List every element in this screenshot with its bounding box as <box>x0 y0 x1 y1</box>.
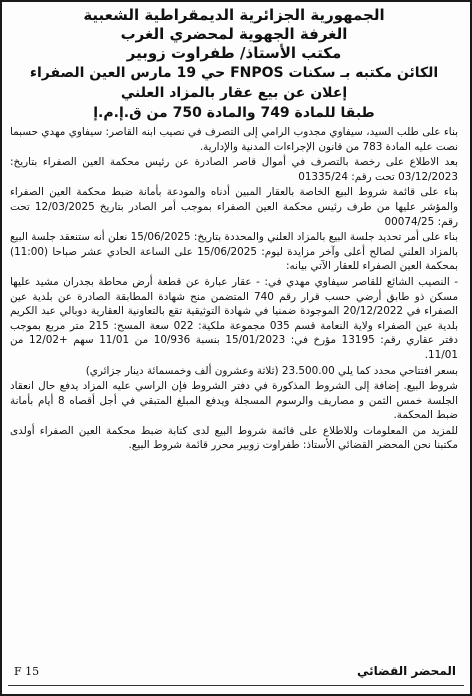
paragraph-property-description: - النصيب الشائع للقاصر سيفاوي مهدي في: - عقار عبارة عن قطعة أرض محاطة بجدران مشيد عليها مسكن ذو طابق أرضي حسب قرار رقم 740 المتضمن منح شهادة المطابقة الصادرة عن بلدية عين الصفراء في 20/12/2022 الموجودة ضمنيا في شهادة التوثيقية تقع بالتعاونية العقارية دوبالي عبد الكريم بلدية عين الصفراء ولاية النعامة قسم 035 مجموعة ملكية: 022 سعة المسح: 215 متر مربع بموجب دفتر عقاري رقم: 13195 مؤرخ في: 15/01/2023 بنسبة 10/936 من 11/01 سهم +12/02 من 11/01. <box>10 275 459 361</box>
footer-divider <box>8 685 464 686</box>
paragraph-request: بناء على طلب السيد، سيفاوي مجدوب الرامي إلى التصرف في نصيب ابنه القاصر: سيفاوي مهدي حسبما نصت عليه المادة 783 من قانون الإجراءات المدنية والإدارية. <box>10 126 458 153</box>
header-line-chamber: الغرفة الجهوية لمحضري الغرب <box>120 25 348 43</box>
paragraph-more-info: للمزيد من المعلومات وللاطلاع على قائمة شروط البيع لدى كتابة ضبط محكمة العين الصفراء أولدى مكتبنا نحن المحضر القضائي الأستاذ: طفراوت زوبير محرر قائمة شروط البيع. <box>10 424 458 452</box>
paragraph-authorization: بعد الاطلاع على رخصة بالتصرف في أموال قاصر الصادرة عن رئيس محكمة العين الصفراء بتاريخ: 03/12/2023 تحت رقم: 01335/24 <box>10 156 458 183</box>
paragraph-opening-price: بسعر افتتاحي محدد كما يلي 23.500.00 (ثلاثة وعشرون ألف وخمسمائة دينار جزائري) <box>85 364 458 377</box>
header-line-articles: طبقا للمادة 749 والمادة 750 من ق.إ.م.إ <box>93 105 375 121</box>
bailiff-signature: المحضر القضائي <box>356 664 456 678</box>
notice-body <box>10 125 458 453</box>
header-line-address: الكائن مكتبه بـ سكنات FNPOS حي 19 مارس العين الصفراء <box>29 65 439 81</box>
header-line-republic: الجمهورية الجزائرية الديمقراطية الشعبية <box>83 6 385 24</box>
paragraph-sale-terms: شروط البيع. إضافة إلى الشروط المذكورة في دفتر الشروط فإن الراسي عليه المزاد يدفع حال انعقاد الجلسة خمس الثمن و مصاريف والرسوم المسجلة ويدفع المبلغ المتبقي في أجل أقصاه 8 أيام بأمانة ضبط المحكمة. <box>10 380 458 422</box>
paragraph-session-date: بناء على أمر تحديد جلسة البيع بالمزاد العلني والمحددة بتاريخ: 15/06/2025 نعلن أنه ستنعقد جلسة البيع بالمزاد العلني لصالح أعلى وآخر مزايدة ليوم: 15/06/2025 على الساعة الحادي عشر صباحا (11:00) بمحكمة العين الصفراء للعقار الآتي بيانه: <box>10 231 458 273</box>
paragraph-conditions-list: بناء على قائمة شروط البيع الخاصة بالعقار المبين أدناه والمودعة بأمانة ضبط محكمة العين الصفراء والمؤشر عليها من طرف رئيس محكمة العين الصفراء بموجب أمر الصادر بتاريخ 12/03/2025 تحت رقم: 00074/25 <box>10 186 458 228</box>
header-line-announcement: إعلان عن بيع عقار بالمزاد العلني <box>120 85 348 101</box>
header-line-office: مكتب الأستاذ/ طفراوت زوبير <box>126 44 342 62</box>
reference-code: F 15 <box>14 665 40 678</box>
